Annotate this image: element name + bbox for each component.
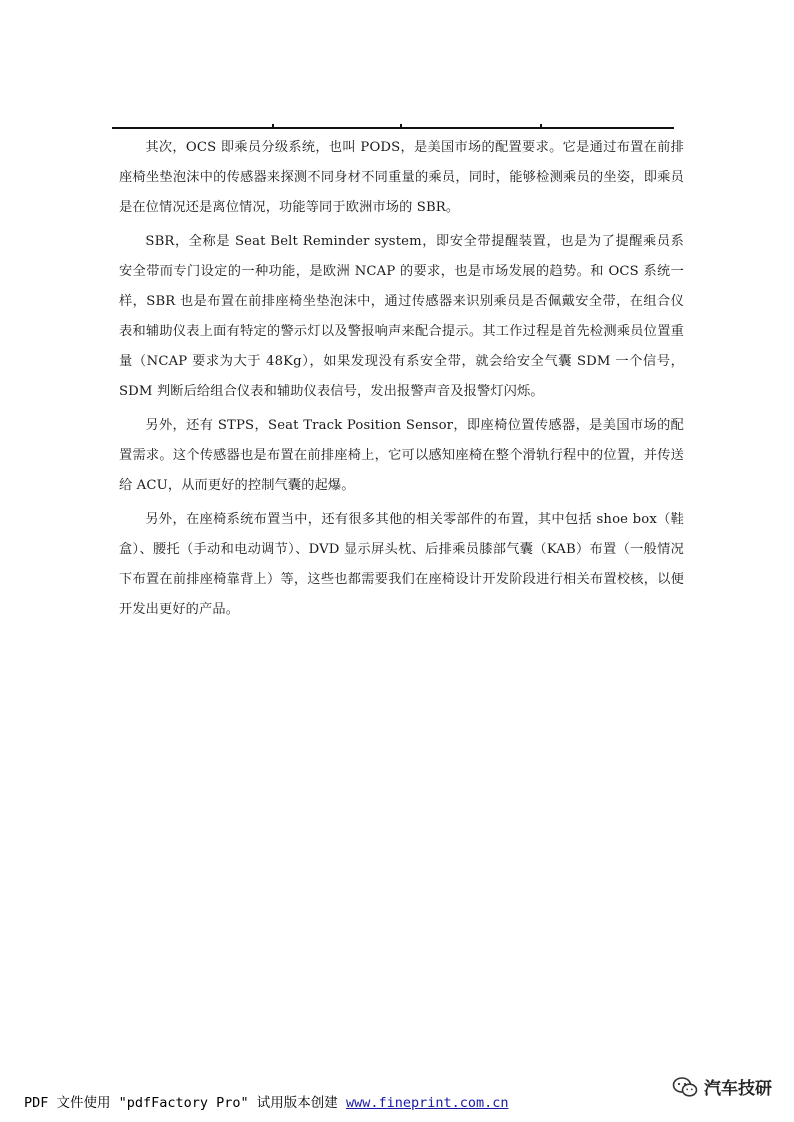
footer-text: PDF 文件使用 "pdfFactory Pro" 试用版本创建 <box>24 1095 346 1111</box>
header-rule <box>112 127 674 129</box>
wechat-icon <box>672 1076 698 1098</box>
pdf-footer <box>24 1091 509 1111</box>
paragraph-sbr: SBR，全称是 Seat Belt Reminder system，即安全带提醒装置，也是为了提醒乘员系安全带而专门设定的一种功能，是欧洲 NCAP 的要求，也是市场发展的趋势。和 OCS 系统一样，SBR 也是布置在前排座椅坐垫泡沫中，通过传感器来识别乘员是否佩戴安全带，在组合仪表和辅助仪表上面有特定的警示灯以及警报响声来配合提示。其工作过程是首先检测乘员位置重量（NCAP 要求为大于 48Kg），如果发现没有系安全带，就会给安全气囊 SDM 一个信号，SDM 判断后给组合仪表和辅助仪表信号，发出报警声音及报警灯闪烁。 <box>119 234 684 399</box>
paragraph-other-parts: 另外，在座椅系统布置当中，还有很多其他的相关零部件的布置，其中包括 shoe box（鞋盒）、腰托（手动和电动调节）、DVD 显示屏头枕、后排乘员膝部气囊（KAB）布置（一般情况下布置在前排座椅靠背上）等，这些也都需要我们在座椅设计开发阶段进行相关布置校核，以便开发出更好的产品。 <box>119 512 684 617</box>
header-rule-tick <box>540 124 542 128</box>
paragraph-ocs: 其次，OCS 即乘员分级系统，也叫 PODS，是美国市场的配置要求。它是通过布置在前排座椅坐垫泡沫中的传感器来探测不同身材不同重量的乘员，同时，能够检测乘员的坐姿，即乘员是在位情况还是离位情况，功能等同于欧洲市场的 SBR。 <box>119 140 684 215</box>
paragraph-stps: 另外，还有 STPS，Seat Track Position Sensor，即座椅位置传感器，是美国市场的配置需求。这个传感器也是布置在前排座椅上，它可以感知座椅在整个滑轨行程中的位置，并传送给 ACU，从而更好的控制气囊的起爆。 <box>119 418 684 493</box>
watermark <box>672 1074 772 1099</box>
watermark-label: 汽车技研 <box>704 1079 772 1099</box>
footer-link[interactable]: www.fineprint.com.cn <box>345 1095 509 1111</box>
header-rule-tick <box>400 124 402 128</box>
header-rule-tick <box>272 124 274 128</box>
document-body <box>119 133 684 625</box>
